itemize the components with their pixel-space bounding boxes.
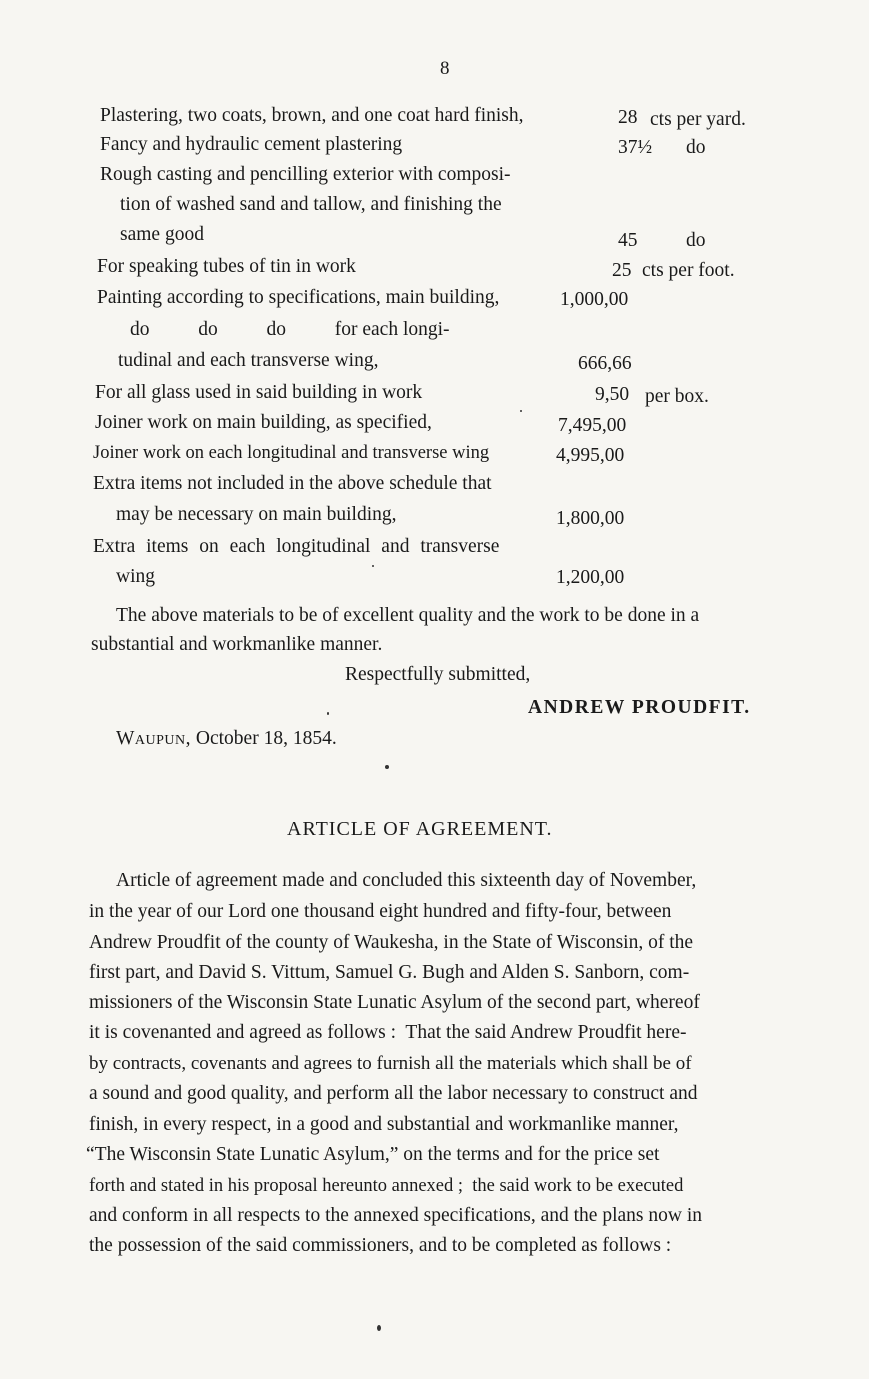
- schedule-item: Joiner work on each longitudinal and transverse wing: [93, 443, 490, 463]
- schedule-amount: 666,66: [578, 353, 632, 374]
- closing-paragraph-line: substantial and workmanlike manner.: [91, 634, 383, 655]
- schedule-rate-unit: cts per foot.: [642, 260, 735, 281]
- agreement-line: and conform in all respects to the annexed specifications, and the plans now in: [89, 1205, 702, 1226]
- agreement-line: “The Wisconsin State Lunatic Asylum,” on the terms and for the price set: [86, 1144, 660, 1165]
- agreement-line: forth and stated in his proposal hereunto annexed ; the said work to be executed: [89, 1176, 684, 1196]
- schedule-item: Fancy and hydraulic cement plastering: [100, 134, 403, 155]
- agreement-line: the possession of the said commissioners, and to be completed as follows :: [89, 1235, 672, 1256]
- schedule-rate-unit: do: [686, 137, 706, 158]
- schedule-amount: 9,50: [595, 384, 630, 405]
- schedule-rate-value: 37½: [618, 137, 653, 158]
- schedule-rate-value: 28: [618, 107, 638, 128]
- respectfully-submitted: Respectfully submitted,: [345, 664, 531, 685]
- agreement-line: finish, in every respect, in a good and substantial and workmanlike manner,: [89, 1114, 679, 1135]
- scan-speck: [327, 712, 329, 715]
- schedule-amount: 1,800,00: [556, 508, 625, 529]
- agreement-line: a sound and good quality, and perform all the labor necessary to construct and: [89, 1083, 698, 1104]
- page-number: 8: [440, 58, 450, 79]
- schedule-rate-unit: do: [686, 230, 706, 251]
- scan-speck: [520, 410, 522, 412]
- schedule-item: tion of washed sand and tallow, and finishing the: [120, 194, 502, 215]
- schedule-item: Rough casting and pencilling exterior with composi-: [100, 164, 511, 185]
- schedule-rate-value: 25: [612, 260, 632, 281]
- schedule-item: wing: [116, 566, 155, 587]
- agreement-line: first part, and David S. Vittum, Samuel G. Bugh and Alden S. Sanborn, com-: [89, 962, 690, 983]
- agreement-line: it is covenanted and agreed as follows : That the said Andrew Proudfit here-: [89, 1022, 687, 1043]
- agreement-line: Andrew Proudfit of the county of Waukesha, in the State of Wisconsin, of the: [89, 932, 694, 953]
- schedule-item: Joiner work on main building, as specified,: [95, 412, 432, 433]
- schedule-item: For speaking tubes of tin in work: [97, 256, 356, 277]
- place-date-line: [116, 727, 337, 751]
- scan-speck: [377, 1325, 381, 1331]
- agreement-line: by contracts, covenants and agrees to furnish all the materials which shall be of: [89, 1053, 692, 1074]
- agreement-line: missioners of the Wisconsin State Lunatic Asylum of the second part, whereof: [89, 992, 700, 1013]
- schedule-item: do do do for each longi-: [130, 319, 450, 340]
- schedule-item: Extra items not included in the above schedule that: [93, 473, 492, 494]
- section-heading: ARTICLE OF AGREEMENT.: [287, 818, 553, 840]
- schedule-item: tudinal and each transverse wing,: [118, 350, 379, 371]
- schedule-item: may be necessary on main building,: [116, 504, 397, 525]
- scan-speck: [385, 765, 389, 769]
- schedule-rate-unit: per box.: [645, 386, 709, 407]
- schedule-rate-unit: cts per yard.: [650, 109, 746, 130]
- schedule-amount: 7,495,00: [558, 415, 627, 436]
- scan-speck: [372, 565, 374, 567]
- schedule-item: For all glass used in said building in work: [95, 382, 423, 403]
- schedule-item: same good: [120, 224, 204, 245]
- schedule-amount: 4,995,00: [556, 445, 625, 466]
- agreement-line: in the year of our Lord one thousand eight hundred and fifty-four, between: [89, 901, 672, 922]
- signature: ANDREW PROUDFIT.: [528, 697, 751, 718]
- date: October 18, 1854.: [195, 728, 337, 749]
- schedule-rate-value: 45: [618, 230, 638, 251]
- schedule-amount: 1,000,00: [560, 289, 629, 310]
- schedule-amount: 1,200,00: [556, 567, 625, 588]
- agreement-line: Article of agreement made and concluded this sixteenth day of November,: [116, 870, 697, 891]
- closing-paragraph-line: The above materials to be of excellent quality and the work to be done in a: [116, 605, 700, 626]
- place: Waupun,: [116, 728, 192, 749]
- schedule-item: Plastering, two coats, brown, and one coat hard finish,: [100, 105, 524, 126]
- schedule-item: Painting according to specifications, main building,: [97, 287, 500, 308]
- schedule-item: Extra items on each longitudinal and transverse: [93, 536, 500, 557]
